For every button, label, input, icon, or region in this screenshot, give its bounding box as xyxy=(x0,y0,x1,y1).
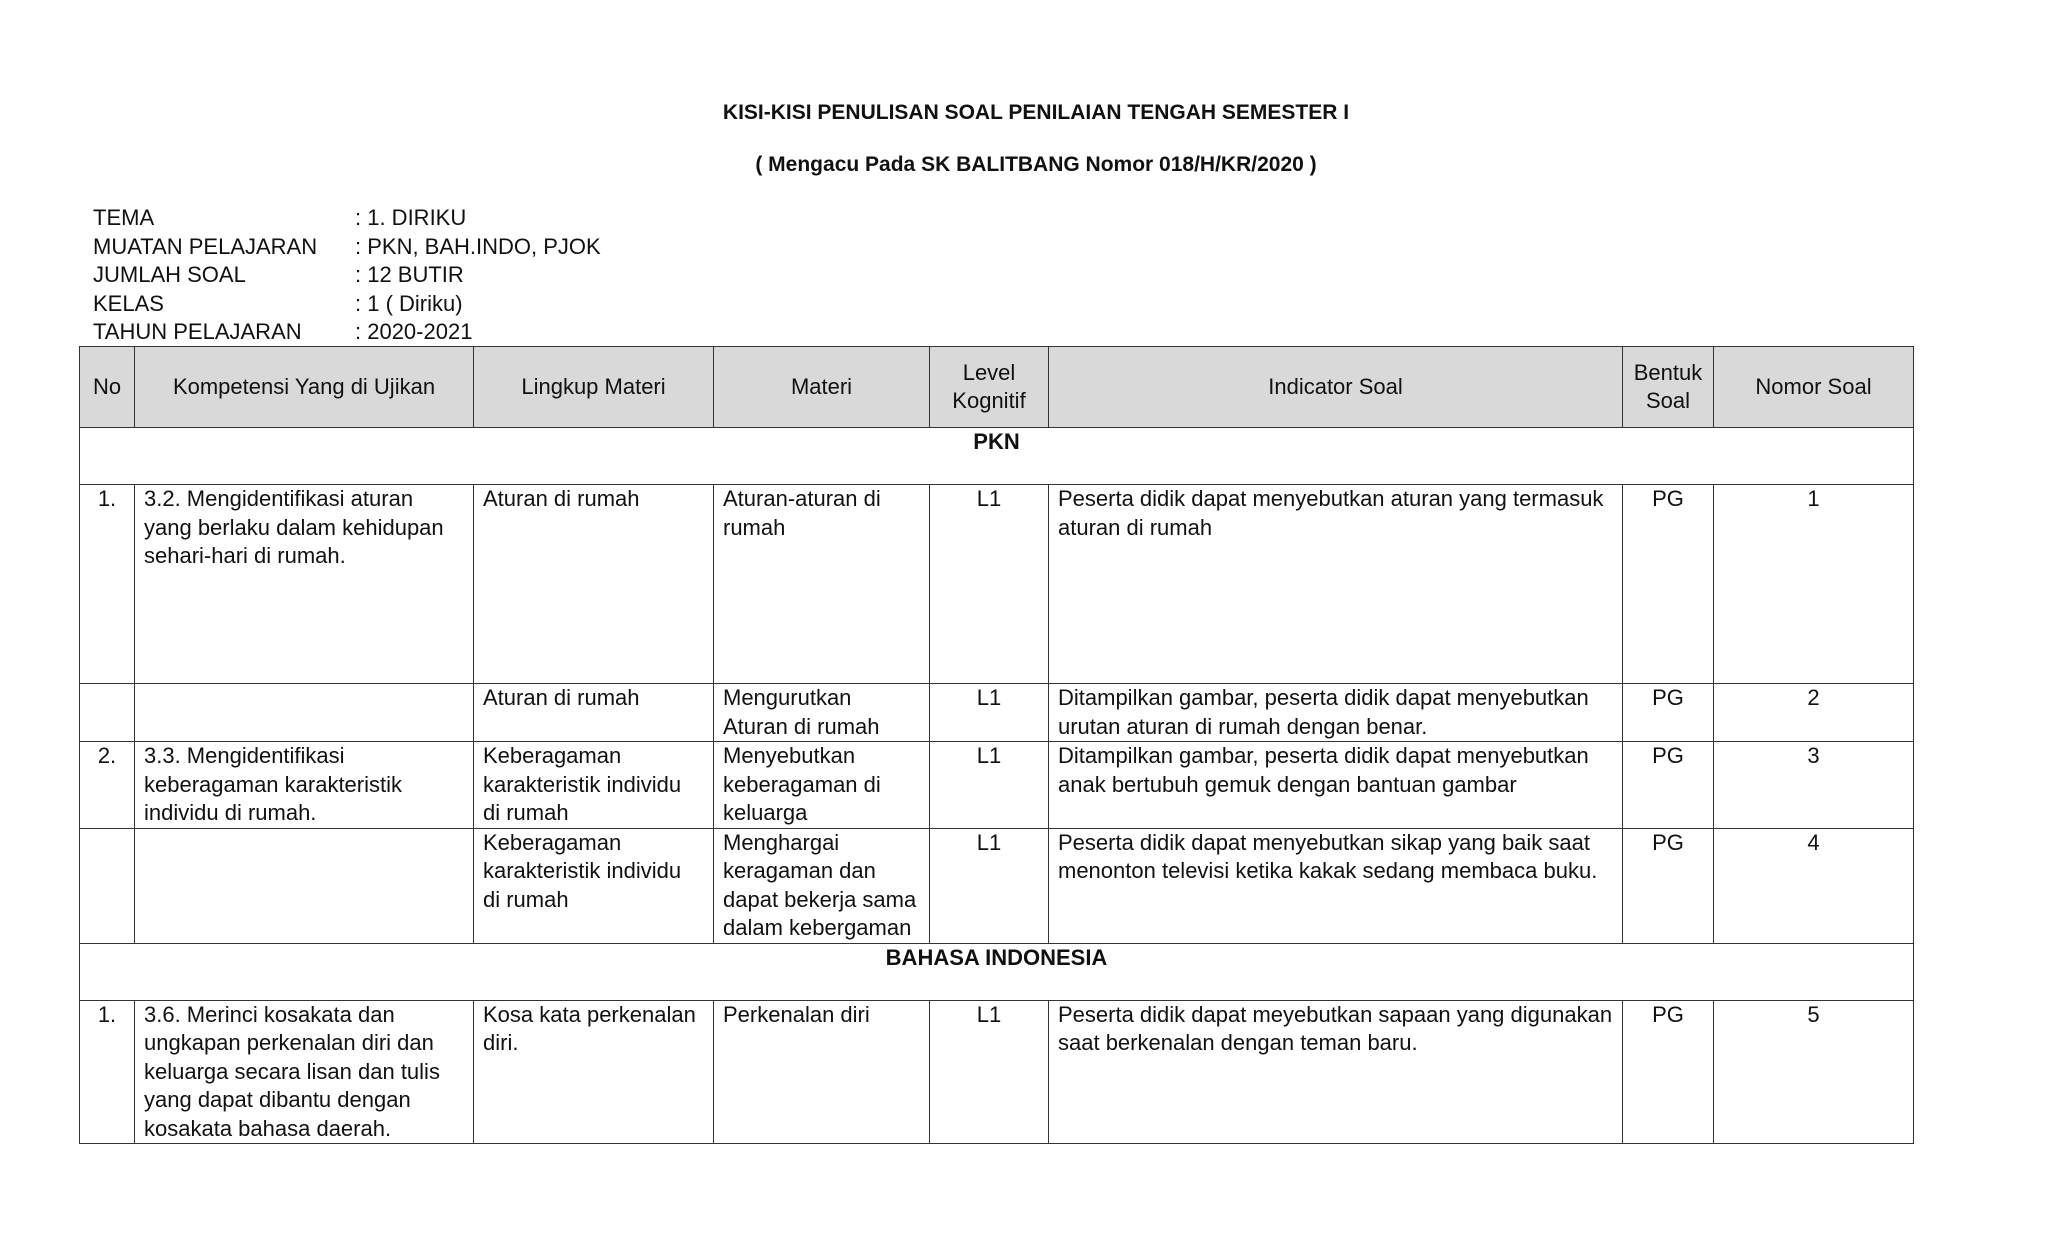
meta-label: TAHUN PELAJARAN xyxy=(93,319,302,344)
cell-materi: Mengurutkan Aturan di rumah xyxy=(714,684,930,742)
cell-kompetensi xyxy=(135,684,474,742)
section-title: PKN xyxy=(80,428,1914,485)
header-indikator: Indicator Soal xyxy=(1049,347,1623,428)
cell-no: 2. xyxy=(80,742,135,829)
header-level xyxy=(930,347,1049,428)
meta-label: MUATAN PELAJARAN xyxy=(93,233,318,259)
cell-bentuk: PG xyxy=(1623,485,1714,684)
document-title: KISI-KISI PENULISAN SOAL PENILAIAN TENGAH SEMESTER I xyxy=(722,101,1350,124)
cell-bentuk: PG xyxy=(1623,742,1714,829)
cell-level: L1 xyxy=(930,1000,1049,1144)
cell-nomor: 5 xyxy=(1714,1000,1914,1144)
meta-value: : 12 BUTIR xyxy=(355,262,464,287)
cell-no: 1. xyxy=(80,485,135,684)
table-row xyxy=(80,485,1914,684)
cell-kompetensi: 3.3. Mengidentifikasi keberagaman karakteristik individu di rumah. xyxy=(135,742,474,829)
cell-no xyxy=(80,828,135,943)
meta-info xyxy=(93,204,601,347)
cell-nomor: 1 xyxy=(1714,485,1914,684)
cell-lingkup: Aturan di rumah xyxy=(474,485,714,684)
table-row xyxy=(80,828,1914,943)
cell-indikator: Peserta didik dapat menyebutkan aturan yang termasuk aturan di rumah xyxy=(1049,485,1623,684)
document-subtitle: ( Mengacu Pada SK BALITBANG Nomor 018/H/KR/2020 ) xyxy=(755,153,1317,176)
meta-row-muatan xyxy=(93,233,601,262)
header-no: No xyxy=(80,347,135,428)
meta-row-tahun xyxy=(93,318,601,347)
section-title: BAHASA INDONESIA xyxy=(80,943,1914,1000)
header-lingkup: Lingkup Materi xyxy=(474,347,714,428)
table-row xyxy=(80,1000,1914,1144)
header-level-line1: Level xyxy=(962,359,1016,385)
cell-level: L1 xyxy=(930,684,1049,742)
cell-lingkup: Keberagaman karakteristik individu di rumah xyxy=(474,828,714,943)
cell-materi: Menyebutkan keberagaman di keluarga xyxy=(714,742,930,829)
header-bentuk xyxy=(1623,347,1714,428)
cell-bentuk: PG xyxy=(1623,828,1714,943)
table-header-row xyxy=(80,347,1914,428)
meta-value: : 1 ( Diriku) xyxy=(355,290,463,316)
cell-indikator: Peserta didik dapat menyebutkan sikap yang baik saat menonton televisi ketika kakak sedang membaca buku. xyxy=(1049,828,1623,943)
header-nomor: Nomor Soal xyxy=(1714,347,1914,428)
cell-level: L1 xyxy=(930,485,1049,684)
cell-no xyxy=(80,684,135,742)
section-row-pkn xyxy=(80,428,1914,485)
header-materi: Materi xyxy=(714,347,930,428)
header-bentuk-line2: Soal xyxy=(1645,388,1691,413)
cell-indikator: Ditampilkan gambar, peserta didik dapat menyebutkan urutan aturan di rumah dengan benar. xyxy=(1049,684,1623,742)
cell-nomor: 2 xyxy=(1714,684,1914,742)
cell-materi: Perkenalan diri xyxy=(714,1000,930,1144)
header-level-line2: Kognitif xyxy=(952,388,1026,413)
table-row xyxy=(80,684,1914,742)
meta-label: JUMLAH SOAL xyxy=(93,262,246,287)
meta-value: : 2020-2021 xyxy=(355,319,473,344)
cell-indikator: Peserta didik dapat meyebutkan sapaan yang digunakan saat berkenalan dengan teman baru. xyxy=(1049,1000,1623,1144)
meta-label: KELAS xyxy=(93,290,164,316)
cell-nomor: 4 xyxy=(1714,828,1914,943)
cell-bentuk: PG xyxy=(1623,684,1714,742)
cell-kompetensi: 3.2. Mengidentifikasi aturan yang berlaku dalam kehidupan sehari-hari di rumah. xyxy=(135,485,474,684)
cell-materi: Menghargai keragaman dan dapat bekerja sama dalam kebergaman xyxy=(714,828,930,943)
meta-row-jumlah xyxy=(93,261,601,290)
cell-no: 1. xyxy=(80,1000,135,1144)
cell-level: L1 xyxy=(930,828,1049,943)
table-row xyxy=(80,742,1914,829)
cell-kompetensi xyxy=(135,828,474,943)
cell-bentuk: PG xyxy=(1623,1000,1714,1144)
meta-value: : PKN, BAH.INDO, PJOK xyxy=(355,233,601,259)
cell-lingkup: Keberagaman karakteristik individu di rumah xyxy=(474,742,714,829)
cell-lingkup: Aturan di rumah xyxy=(474,684,714,742)
cell-level: L1 xyxy=(930,742,1049,829)
meta-row-kelas xyxy=(93,290,601,319)
meta-label: TEMA xyxy=(93,205,155,230)
cell-kompetensi: 3.6. Merinci kosakata dan ungkapan perkenalan diri dan keluarga secara lisan dan tulis yang dapat dibantu dengan kosakata bahasa daerah. xyxy=(135,1000,474,1144)
header-kompetensi: Kompetensi Yang di Ujikan xyxy=(135,347,474,428)
section-row-bahasa-indonesia xyxy=(80,943,1914,1000)
meta-value: : 1. DIRIKU xyxy=(355,205,467,230)
cell-lingkup: Kosa kata perkenalan diri. xyxy=(474,1000,714,1144)
header-bentuk-line1: Bentuk xyxy=(1633,359,1703,385)
meta-row-tema xyxy=(93,204,601,233)
cell-nomor: 3 xyxy=(1714,742,1914,829)
cell-indikator: Ditampilkan gambar, peserta didik dapat menyebutkan anak bertubuh gemuk dengan bantuan gambar xyxy=(1049,742,1623,829)
cell-materi: Aturan-aturan di rumah xyxy=(714,485,930,684)
kisi-table xyxy=(79,346,1914,1144)
